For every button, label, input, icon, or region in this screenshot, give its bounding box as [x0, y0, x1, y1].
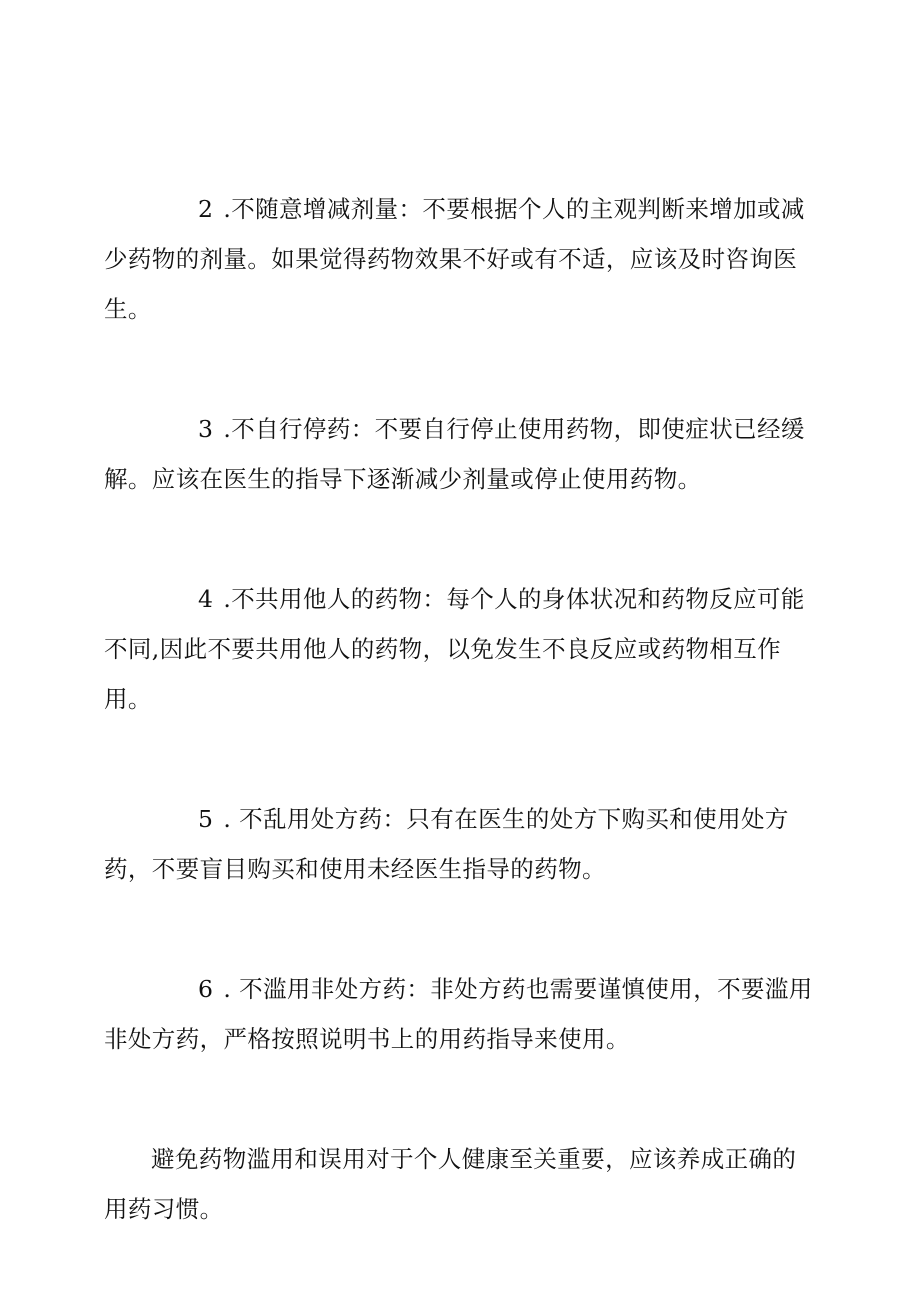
- item-text: . 不乱用处方药：只有在医生的处方下购买和使用处方药，不要盲目购买和使用未经医生指导的药物。: [104, 805, 789, 883]
- list-item: [104, 574, 816, 724]
- item-number: 3: [198, 415, 214, 443]
- list-item: [104, 964, 816, 1064]
- list-item: [104, 794, 816, 894]
- item-number: 6: [198, 975, 214, 1003]
- item-text: .不共用他人的药物：每个人的身体状况和药物反应可能不同,因此不要共用他人的药物，以免发生不良反应或药物相互作用。: [104, 585, 805, 713]
- list-item: [104, 404, 816, 504]
- item-number: 4: [198, 585, 214, 613]
- item-text: .不自行停药：不要自行停止使用药物，即使症状已经缓解。应该在医生的指导下逐渐减少剂量或停止使用药物。: [104, 415, 805, 493]
- closing-paragraph: 避免药物滥用和误用对于个人健康至关重要，应该养成正确的用药习惯。: [104, 1145, 797, 1223]
- item-number: 5: [198, 805, 214, 833]
- document-body: [104, 184, 816, 1304]
- item-number: 2: [198, 195, 214, 223]
- item-text: .不随意增减剂量：不要根据个人的主观判断来增加或减少药物的剂量。如果觉得药物效果不好或有不适，应该及时咨询医生。: [104, 195, 805, 323]
- item-text: . 不滥用非处方药：非处方药也需要谨慎使用，不要滥用非处方药，严格按照说明书上的用药指导来使用。: [104, 975, 813, 1053]
- list-item: [104, 184, 816, 334]
